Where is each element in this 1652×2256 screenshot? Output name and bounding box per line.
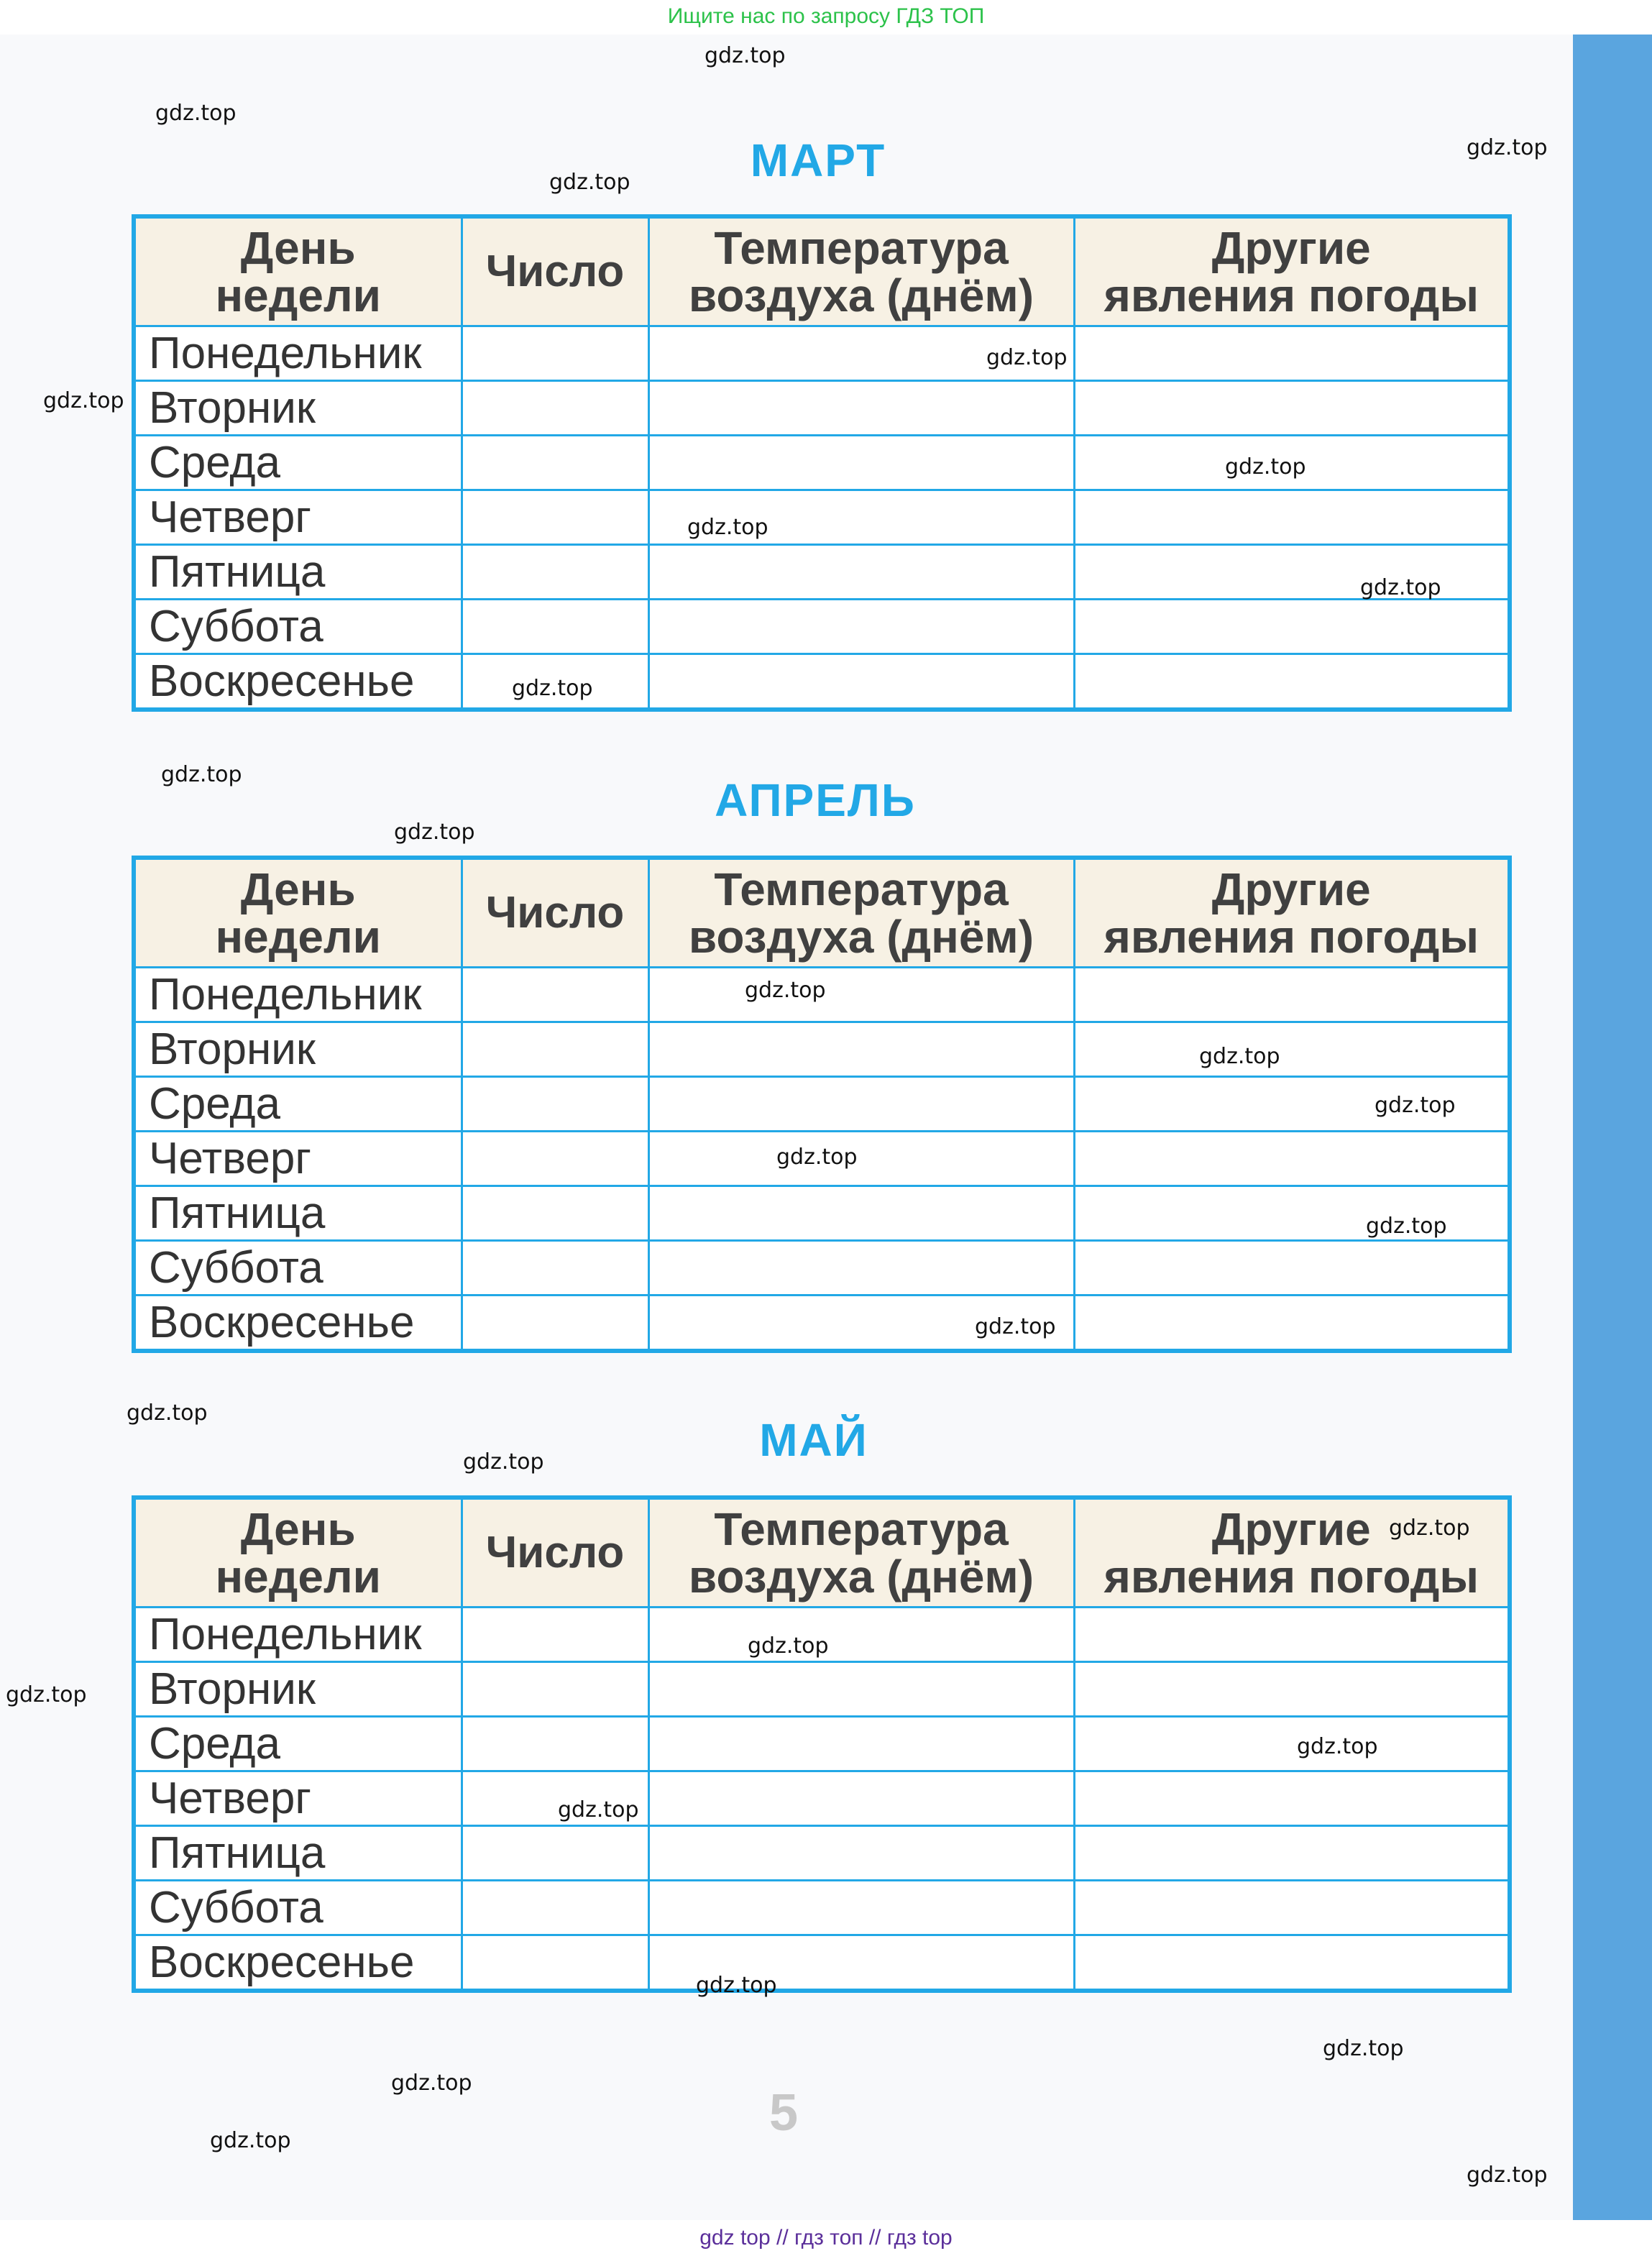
- watermark: gdz.top: [1297, 1734, 1378, 1759]
- other-weather-cell[interactable]: [1074, 326, 1510, 381]
- watermark: gdz.top: [1323, 2036, 1404, 2061]
- day-cell: Вторник: [134, 1662, 462, 1717]
- number-cell[interactable]: [462, 1022, 648, 1077]
- watermark: gdz.top: [558, 1797, 639, 1822]
- other-weather-cell[interactable]: [1074, 1296, 1510, 1352]
- other-weather-cell[interactable]: [1074, 381, 1510, 436]
- watermark: gdz.top: [6, 1682, 87, 1707]
- number-cell[interactable]: [462, 1826, 648, 1881]
- watermark: gdz.top: [687, 515, 768, 540]
- other-weather-cell[interactable]: [1074, 1662, 1510, 1717]
- bottom-banner[interactable]: gdz top // гдз топ // гдз top: [699, 2226, 953, 2250]
- number-cell[interactable]: [462, 968, 648, 1022]
- number-cell[interactable]: [462, 1296, 648, 1352]
- watermark: gdz.top: [155, 101, 237, 126]
- day-cell: Воскресенье: [134, 1935, 462, 1991]
- header-number: Число: [462, 858, 648, 968]
- temperature-cell[interactable]: [648, 600, 1074, 654]
- day-cell: Среда: [134, 1077, 462, 1132]
- temperature-cell[interactable]: [648, 381, 1074, 436]
- day-cell: Воскресенье: [134, 1296, 462, 1352]
- month-title-may: МАЙ: [759, 1414, 868, 1466]
- number-cell[interactable]: [462, 1608, 648, 1662]
- temperature-cell[interactable]: [648, 436, 1074, 490]
- header-day-of-week: День недели: [134, 858, 462, 968]
- watermark: gdz.top: [745, 978, 826, 1003]
- page-edge-side-bar: [1573, 35, 1652, 2220]
- watermark: gdz.top: [986, 345, 1068, 370]
- day-cell: Среда: [134, 1717, 462, 1771]
- table-header-row: [134, 1498, 1510, 1608]
- day-cell: Вторник: [134, 381, 462, 436]
- day-cell: Среда: [134, 436, 462, 490]
- day-cell: Понедельник: [134, 1608, 462, 1662]
- temperature-cell[interactable]: [648, 968, 1074, 1022]
- month-title-april: АПРЕЛЬ: [715, 774, 916, 826]
- day-cell: Воскресенье: [134, 654, 462, 710]
- watermark: gdz.top: [127, 1400, 208, 1426]
- number-cell[interactable]: [462, 1881, 648, 1935]
- other-weather-cell[interactable]: [1074, 1826, 1510, 1881]
- header-other-weather: Другие явления погоды: [1074, 858, 1510, 968]
- number-cell[interactable]: [462, 1717, 648, 1771]
- table-row: [134, 654, 1510, 710]
- table-row: [134, 490, 1510, 545]
- table-row: [134, 381, 1510, 436]
- watermark: gdz.top: [1360, 575, 1441, 600]
- temperature-cell[interactable]: [648, 1826, 1074, 1881]
- header-number: Число: [462, 216, 648, 326]
- watermark: gdz.top: [1225, 454, 1306, 480]
- day-cell: Понедельник: [134, 968, 462, 1022]
- watermark: gdz.top: [463, 1449, 544, 1475]
- top-banner[interactable]: Ищите нас по запросу ГДЗ ТОП: [667, 4, 985, 28]
- other-weather-cell[interactable]: [1074, 1022, 1510, 1077]
- day-cell: Четверг: [134, 490, 462, 545]
- number-cell[interactable]: [462, 1935, 648, 1991]
- watermark: gdz.top: [549, 170, 630, 195]
- watermark: gdz.top: [394, 820, 475, 845]
- watermark: gdz.top: [1199, 1044, 1280, 1069]
- table-row: [134, 1077, 1510, 1132]
- watermark: gdz.top: [975, 1314, 1056, 1339]
- watermark: gdz.top: [1366, 1214, 1447, 1239]
- other-weather-cell[interactable]: [1074, 968, 1510, 1022]
- other-weather-cell[interactable]: [1074, 1935, 1510, 1991]
- table-row: [134, 545, 1510, 600]
- number-cell[interactable]: [462, 545, 648, 600]
- header-day-of-week: День недели: [134, 216, 462, 326]
- number-cell[interactable]: [462, 1077, 648, 1132]
- other-weather-cell[interactable]: [1074, 1241, 1510, 1296]
- temperature-cell[interactable]: [648, 1132, 1074, 1186]
- number-cell[interactable]: [462, 1186, 648, 1241]
- table-row: [134, 1826, 1510, 1881]
- watermark: gdz.top: [705, 43, 786, 68]
- header-other-weather: Другие явления погоды: [1074, 1498, 1510, 1608]
- header-other-weather: Другие явления погоды: [1074, 216, 1510, 326]
- table-row: [134, 1881, 1510, 1935]
- other-weather-cell[interactable]: [1074, 490, 1510, 545]
- header-temperature: Температура воздуха (днём): [648, 1498, 1074, 1608]
- number-cell[interactable]: [462, 1662, 648, 1717]
- watermark: gdz.top: [1467, 135, 1548, 160]
- other-weather-cell[interactable]: [1074, 1717, 1510, 1771]
- number-cell[interactable]: [462, 436, 648, 490]
- table-row: [134, 1662, 1510, 1717]
- table-row: [134, 1935, 1510, 1991]
- header-temperature: Температура воздуха (днём): [648, 858, 1074, 968]
- watermark: gdz.top: [776, 1145, 858, 1170]
- header-number: Число: [462, 1498, 648, 1608]
- month-title-march: МАРТ: [750, 134, 886, 186]
- table-row: [134, 1296, 1510, 1352]
- number-cell[interactable]: [462, 490, 648, 545]
- watermark: gdz.top: [1389, 1516, 1470, 1541]
- day-cell: Суббота: [134, 1881, 462, 1935]
- temperature-cell[interactable]: [648, 1771, 1074, 1826]
- other-weather-cell[interactable]: [1074, 654, 1510, 710]
- table-row: [134, 1022, 1510, 1077]
- temperature-cell[interactable]: [648, 1881, 1074, 1935]
- temperature-cell[interactable]: [648, 1662, 1074, 1717]
- day-cell: Четверг: [134, 1132, 462, 1186]
- day-cell: Вторник: [134, 1022, 462, 1077]
- weather-table-april: [132, 856, 1512, 1353]
- number-cell[interactable]: [462, 381, 648, 436]
- watermark: gdz.top: [210, 2128, 291, 2153]
- temperature-cell[interactable]: [648, 1186, 1074, 1241]
- day-cell: Пятница: [134, 545, 462, 600]
- header-day-of-week: День недели: [134, 1498, 462, 1608]
- temperature-cell[interactable]: [648, 1717, 1074, 1771]
- other-weather-cell[interactable]: [1074, 1608, 1510, 1662]
- other-weather-cell[interactable]: [1074, 545, 1510, 600]
- watermark: gdz.top: [161, 762, 242, 787]
- table-row: [134, 1771, 1510, 1826]
- table-row: [134, 326, 1510, 381]
- day-cell: Суббота: [134, 600, 462, 654]
- watermark: gdz.top: [512, 676, 593, 701]
- watermark: gdz.top: [1467, 2163, 1548, 2188]
- number-cell[interactable]: [462, 326, 648, 381]
- day-cell: Четверг: [134, 1771, 462, 1826]
- other-weather-cell[interactable]: [1074, 1881, 1510, 1935]
- watermark: gdz.top: [1375, 1093, 1456, 1118]
- other-weather-cell[interactable]: [1074, 600, 1510, 654]
- watermark: gdz.top: [748, 1633, 829, 1659]
- header-temperature: Температура воздуха (днём): [648, 216, 1074, 326]
- other-weather-cell[interactable]: [1074, 1771, 1510, 1826]
- temperature-cell[interactable]: [648, 1241, 1074, 1296]
- temperature-cell[interactable]: [648, 1608, 1074, 1662]
- temperature-cell[interactable]: [648, 1022, 1074, 1077]
- watermark: gdz.top: [43, 388, 124, 413]
- temperature-cell[interactable]: [648, 545, 1074, 600]
- watermark: gdz.top: [391, 2071, 472, 2096]
- watermark: gdz.top: [696, 1973, 777, 1998]
- table-header-row: [134, 216, 1510, 326]
- temperature-cell[interactable]: [648, 654, 1074, 710]
- day-cell: Пятница: [134, 1186, 462, 1241]
- day-cell: Суббота: [134, 1241, 462, 1296]
- table-row: [134, 1241, 1510, 1296]
- number-cell[interactable]: [462, 1241, 648, 1296]
- page-number: 5: [768, 2084, 799, 2142]
- day-cell: Пятница: [134, 1826, 462, 1881]
- table-row: [134, 1186, 1510, 1241]
- table-header-row: [134, 858, 1510, 968]
- table-row: [134, 600, 1510, 654]
- other-weather-cell[interactable]: [1074, 1132, 1510, 1186]
- day-cell: Понедельник: [134, 326, 462, 381]
- number-cell[interactable]: [462, 600, 648, 654]
- temperature-cell[interactable]: [648, 1077, 1074, 1132]
- number-cell[interactable]: [462, 1132, 648, 1186]
